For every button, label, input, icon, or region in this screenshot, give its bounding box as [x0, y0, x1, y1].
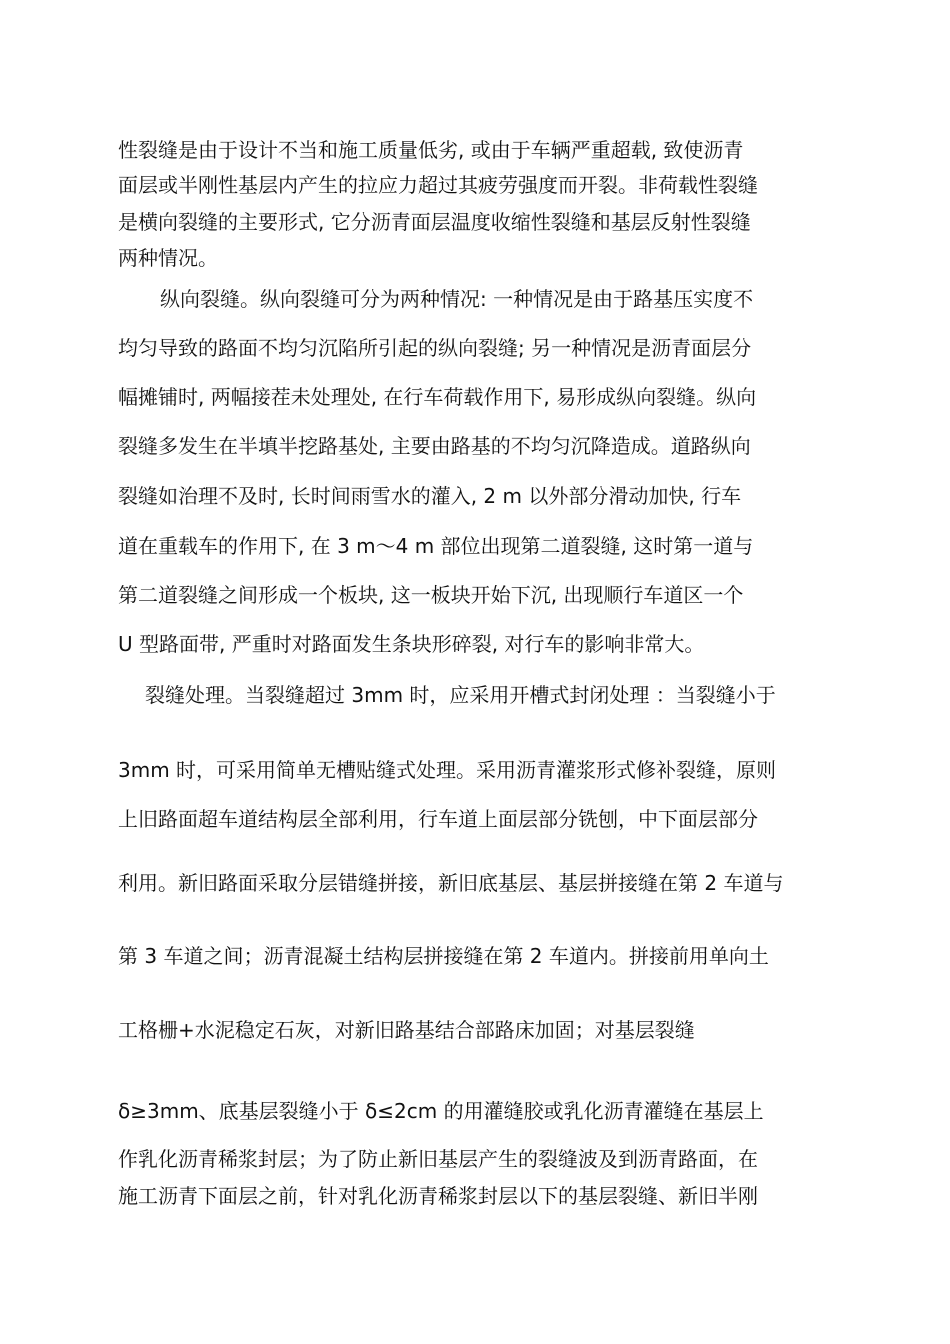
- text-line: 工格栅+水泥稳定石灰，对新旧路基结合部路床加固；对基层裂缝: [118, 1018, 695, 1042]
- paragraph-first-line: 纵向裂缝。纵向裂缝可分为两种情况: 一种情况是由于路基压实度不: [160, 287, 754, 311]
- text-line: 第二道裂缝之间形成一个板块, 这一板块开始下沉, 出现顺行车道区一个: [118, 583, 744, 607]
- text-line: 3mm 时，可采用简单无槽贴缝式处理。采用沥青灌浆形式修补裂缝，原则: [118, 758, 777, 782]
- text-line: 幅摊铺时, 两幅接茬未处理处, 在行车荷载作用下, 易形成纵向裂缝。纵向: [118, 385, 757, 409]
- text-line: 均匀导致的路面不均匀沉陷所引起的纵向裂缝; 另一种情况是沥青面层分: [118, 336, 752, 360]
- text-line: 第 3 车道之间；沥青混凝土结构层拼接缝在第 2 车道内。拼接前用单向土: [118, 944, 769, 968]
- text-line: 裂缝如治理不及时, 长时间雨雪水的灌入, 2 m 以外部分滑动加快, 行车: [118, 484, 742, 508]
- text-line: 性裂缝是由于设计不当和施工质量低劣, 或由于车辆严重超载, 致使沥青: [118, 138, 744, 162]
- text-line: 上旧路面超车道结构层全部利用，行车道上面层部分铣刨，中下面层部分: [118, 807, 758, 831]
- text-line: 是横向裂缝的主要形式, 它分沥青面层温度收缩性裂缝和基层反射性裂缝: [118, 210, 751, 234]
- text-line: 利用。新旧路面采取分层错缝拼接，新旧底基层、基层拼接缝在第 2 车道与: [118, 871, 784, 895]
- text-line: 裂缝多发生在半填半挖路基处, 主要由路基的不均匀沉降造成。道路纵向: [118, 434, 751, 458]
- text-line: 道在重载车的作用下, 在 3 m～4 m 部位出现第二道裂缝, 这时第一道与: [118, 534, 754, 558]
- text-line: 施工沥青下面层之前，针对乳化沥青稀浆封层以下的基层裂缝、新旧半刚: [118, 1184, 758, 1208]
- text-line: δ≥3mm、底基层裂缝小于 δ≤2cm 的用灌缝胶或乳化沥青灌缝在基层上: [118, 1099, 764, 1123]
- text-line: U 型路面带, 严重时对路面发生条块形碎裂, 对行车的影响非常大。: [118, 632, 705, 656]
- paragraph-first-line: 裂缝处理。当裂缝超过 3mm 时，应采用开槽式封闭处理 ：当裂缝小于: [145, 683, 776, 707]
- text-line: 面层或半刚性基层内产生的拉应力超过其疲劳强度而开裂。非荷载性裂缝: [118, 173, 758, 197]
- text-line: 两种情况。: [118, 246, 218, 270]
- text-line: 作乳化沥青稀浆封层；为了防止新旧基层产生的裂缝波及到沥青路面，在: [118, 1147, 758, 1171]
